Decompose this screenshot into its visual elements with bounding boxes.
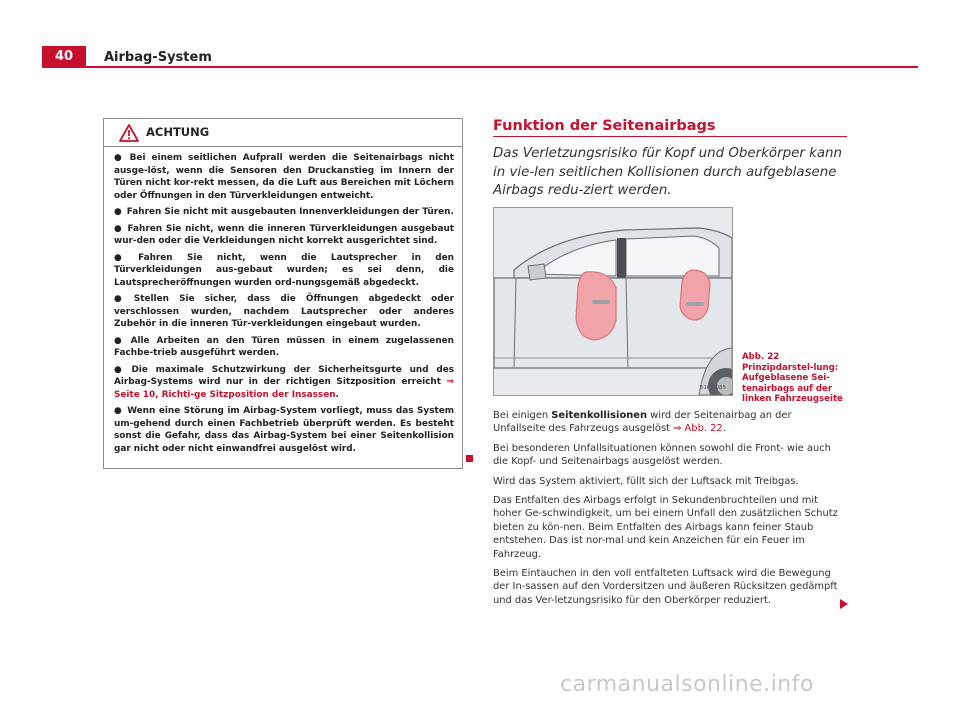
warning-item: ● Bei einem seitlichen Aufprall werden die Seitenairbags nicht ausge-löst, wenn die Sensoren den Druckanstieg im Innern der Türen nicht kor-rekt messen, da die Luft aus Bereichen mit Löchern oder Öffnungen in den Türverkleidungen entweicht. (114, 153, 454, 201)
figure-caption: Abb. 22 Prinzipdarstel-lung: Aufgeblasene Sei-tenairbags auf der linken Fahrzeugseite (742, 352, 843, 404)
warning-item: ● Alle Arbeiten an den Türen müssen in einem zugelassenen Fachbe-trieb ausgeführt werden. (114, 335, 454, 358)
paragraph: Beim Eintauchen in den voll entfalteten Luftsack wird die Bewegung der In-sassen auf den Vordersitzen und äußeren Rücksitzen gedämpft und das Ver-letzungsrisiko für den Oberkörper reduziert. (493, 568, 838, 606)
warning-item: ● Stellen Sie sicher, dass die Öffnungen abgedeckt oder verschlossen wurden, nachdem Lautsprecher oder anderes Zubehör in die inneren Tür-verkleidungen eingebaut wurden. (114, 294, 455, 329)
seite-10-link[interactable]: ⇒ Seite 10, Richti-ge Sitzposition der Insassen (114, 377, 454, 400)
warning-item: ● Fahren Sie nicht, wenn die inneren Türverkleidungen ausgebaut wur-den oder die Verkleidungen nicht korrekt ausgerichtet sind. (114, 223, 454, 246)
warning-item: ● Die maximale Schutzwirkung der Sicherheitsgurte und des Airbag-Systems wird nur in der richtigen Sitzposition erreicht ⇒ Seite 10, Richti-ge Sitzposition der Insassen. (114, 364, 455, 400)
paragraph: Bei besonderen Unfallsituationen können sowohl die Front- wie auch die Kopf- und Seitenairbags ausgelöst werden. (493, 442, 831, 468)
paragraph: Das Entfalten des Airbags erfolgt in Sekundenbruchteilen und mit hoher Ge-schwindigkeit, um bei einem Unfall den zusätzlichen Schutz bieten zu kön-nen. Beim Entfalten des Airbags kann feiner Staub entstehen. Das ist nor-mal und kein Anzeichen für ein Feuer im Fahrzeug. (493, 495, 838, 560)
warning-box (103, 118, 463, 469)
header-rule (86, 66, 918, 68)
warning-body (104, 147, 462, 455)
warning-header (104, 119, 462, 147)
end-of-section-marker (466, 455, 473, 462)
figure-code: B1P-0085 (699, 385, 726, 391)
warning-item: ● Fahren Sie nicht, wenn die Lautsprecher in den Türverkleidungen aus-gebaut wurden; es sei denn, die Lautsprecheröffnungen wurden ord-nungsgemäß abgedeckt. (114, 252, 454, 288)
continue-arrow-icon (840, 599, 848, 609)
paragraph: Wird das System aktiviert, füllt sich der Luftsack mit Treibgas. (493, 475, 799, 487)
body-text (493, 409, 847, 613)
paragraph: Bei einigen Seitenkollisionen wird der Seitenairbag an der Unfallseite des Fahrzeugs ausgelöst ⇒ Abb. 22. (493, 410, 792, 435)
warning-item: ● Fahren Sie nicht mit ausgebauten Innenverkleidungen der Türen. (114, 207, 454, 217)
page-header-title: Airbag-System (104, 50, 212, 65)
warning-item: ● Wenn eine Störung im Airbag-System vorliegt, muss das System um-gehend durch einen Fachbetrieb überprüft werden. Es besteht sonst die Gefahr, dass das Airbag-System bei einer Seitenkollision gar nicht oder nicht einwandfrei ausgelöst wird. (114, 406, 454, 454)
section-rule (493, 136, 847, 137)
warning-label: ACHTUNG (146, 125, 210, 139)
warning-triangle-icon (119, 124, 139, 142)
car-side-airbag-illustration (494, 208, 732, 395)
watermark: carmanualsonline.info (560, 672, 814, 697)
figure-side-airbags (493, 207, 733, 396)
section-intro: Das Verletzungsrisiko für Kopf und Oberkörper kann in vie-len seitlichen Kollisionen durch aufgeblasene Airbags redu-ziert werden. (493, 146, 843, 198)
abb-22-link[interactable]: ⇒ Abb. 22 (673, 423, 723, 435)
page-number: 40 (42, 46, 86, 68)
section-title: Funktion der Seitenairbags (493, 118, 716, 134)
